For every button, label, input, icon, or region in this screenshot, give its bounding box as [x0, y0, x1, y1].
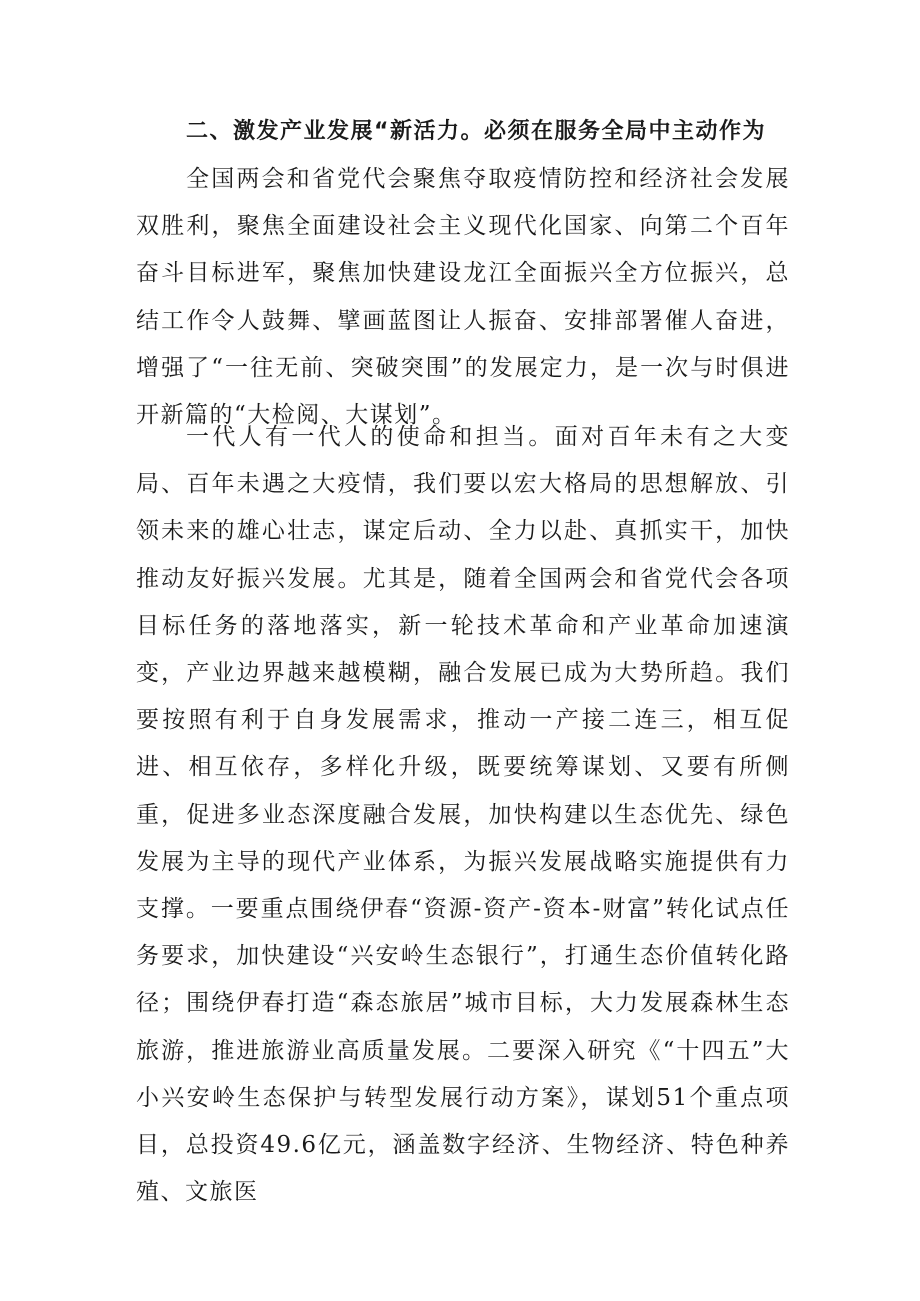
- section-heading: 二、激发产业发展“新活力。必须在服务全局中主动作为: [186, 119, 766, 144]
- paragraph-2: 一代人有一代人的使命和担当。面对百年未有之大变局、百年未遇之大疫情，我们要以宏大格局的思想解放、引领未来的雄心壮志，谋定后动、全力以赴、真抓实干，加快推动友好振兴发展。尤其是，随着全国两会和省党代会各项目标任务的落地落实，新一轮技术革命和产业革命加速演变，产业边界越来越模糊，融合发展已成为大势所趋。我们要按照有利于自身发展需求，推动一产接二连三，相互促进、相互依存，多样化升级，既要统筹谋划、又要有所侧重，促进多业态深度融合发展，加快构建以生态优先、绿色发展为主导的现代产业体系，为振兴发展战略实施提供有力支撑。一要重点围绕伊春“资源-资产-资本-财富”转化试点任务要求，加快建设“兴安岭生态银行”，打通生态价值转化路径；围绕伊春打造“森态旅居”城市目标，大力发展森林生态旅游，推进旅游业高质量发展。二要深入研究《“十四五”大小兴安岭生态保护与转型发展行动方案》，谋划51个重点项目，总投资49.6亿元，涵盖数字经济、生物经济、特色种养殖、文旅医: [136, 424, 790, 1206]
- paragraph-1: 全国两会和省党代会聚焦夺取疫情防控和经济社会发展双胜利，聚焦全面建设社会主义现代化国家、向第二个百年奋斗目标进军，聚焦加快建设龙江全面振兴全方位振兴，总结工作令人鼓舞、擘画蓝图让人振奋、安排部署催人奋进，增强了“一往无前、突破突围”的发展定力，是一次与时俱进开新篇的“大检阅、大谋划”。: [136, 166, 790, 429]
